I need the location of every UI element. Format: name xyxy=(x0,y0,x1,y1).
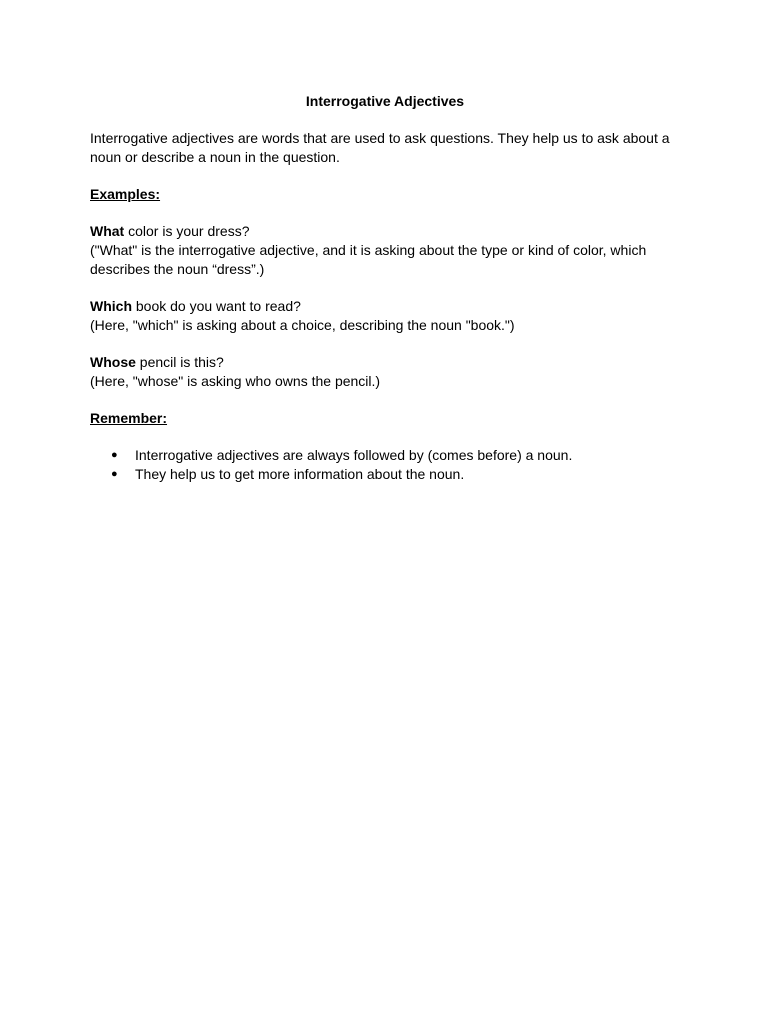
list-item-text: Interrogative adjectives are always followed by (comes before) a noun. xyxy=(135,447,573,463)
example-question xyxy=(90,297,680,316)
bullet-icon: ● xyxy=(111,468,118,480)
remember-heading: Remember: xyxy=(90,410,168,426)
remember-list xyxy=(90,446,680,484)
examples-heading: Examples: xyxy=(90,186,161,202)
example-keyword: What xyxy=(90,223,125,239)
example-note: (Here, "whose" is asking who owns the pencil.) xyxy=(90,373,381,389)
bullet-icon: ● xyxy=(111,449,118,461)
example-note: (Here, "which" is asking about a choice, describing the noun "book.") xyxy=(90,317,515,333)
example-whose xyxy=(90,353,680,391)
example-keyword: Which xyxy=(90,298,132,314)
example-question xyxy=(90,353,680,372)
list-item-text: They help us to get more information about the noun. xyxy=(135,466,465,482)
list-item xyxy=(90,465,680,484)
list-item xyxy=(90,446,680,465)
example-which xyxy=(90,297,680,335)
example-question-rest: color is your dress? xyxy=(124,223,250,239)
intro-paragraph: Interrogative adjectives are words that are used to ask questions. They help us to ask about a noun or describe a noun in the question. xyxy=(90,130,670,165)
example-note: ("What" is the interrogative adjective, and it is asking about the type or kind of color, which describes the noun “dress”.) xyxy=(90,242,647,277)
document-page xyxy=(90,92,680,484)
document-title: Interrogative Adjectives xyxy=(305,93,465,109)
example-keyword: Whose xyxy=(90,354,136,370)
example-question xyxy=(90,222,680,241)
example-question-rest: book do you want to read? xyxy=(132,298,301,314)
example-question-rest: pencil is this? xyxy=(135,354,224,370)
example-what xyxy=(90,222,680,279)
